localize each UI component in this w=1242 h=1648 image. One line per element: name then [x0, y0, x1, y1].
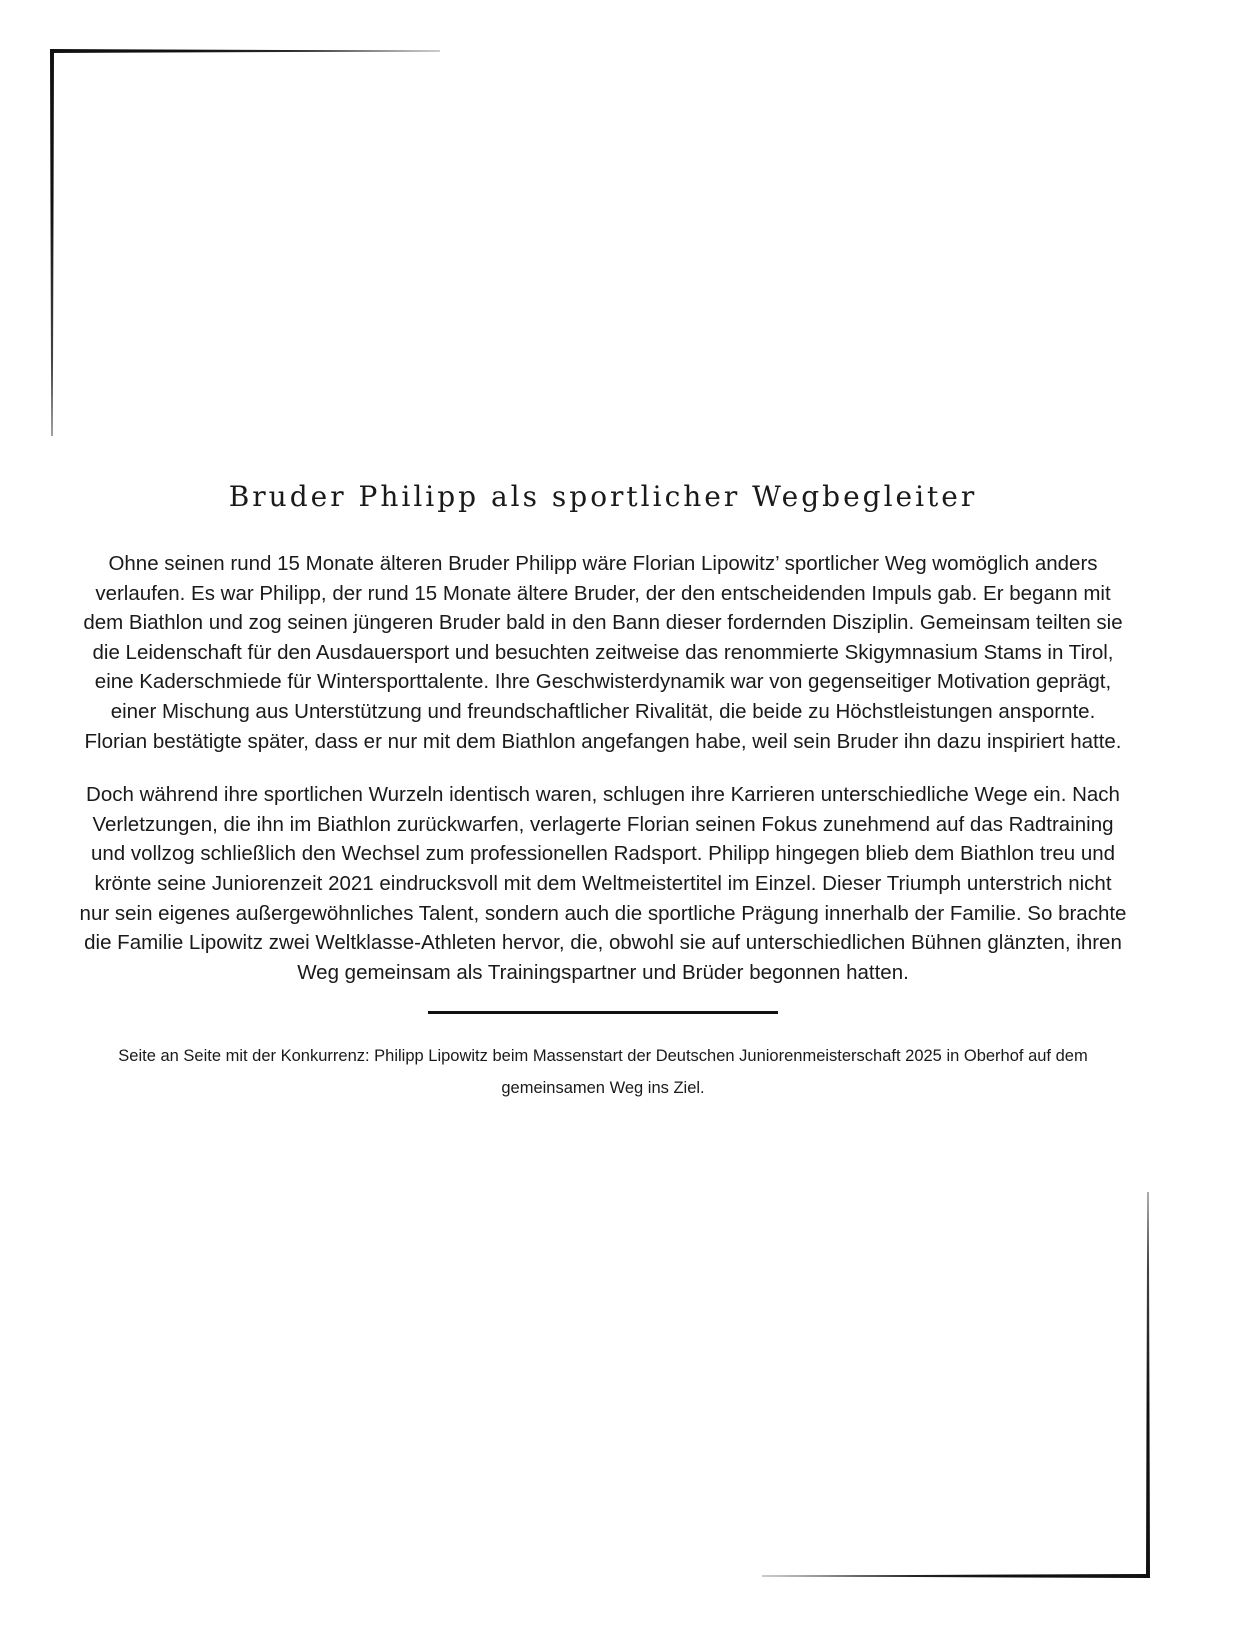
article-paragraph-2: Doch während ihre sportlichen Wurzeln identisch waren, schlugen ihre Karrieren unterschiedliche Wege ein. Nach Verletzungen, die ihn im Biathlon zurückwarfen, verlagerte Florian seinen Fokus zunehmend auf das Radtraining und vollzog schließlich den Wechsel zum professionellen Radsport. Philipp hingegen blieb dem Biathlon treu und krönte seine Juniorenzeit 2021 eindrucksvoll mit dem Weltmeistertitel im Einzel. Dieser Triumph unterstrich nicht nur sein eigenes außergewöhnliches Talent, sondern auch die sportliche Prägung innerhalb der Familie. So brachte die Familie Lipowitz zwei Weltklasse-Athleten hervor, die, obwohl sie auf unterschiedlichen Bühnen glänzten, ihren Weg gemeinsam als Trainingspartner und Brüder begonnen hatten. [79, 783, 1127, 984]
frame-corner-top-left-vertical [50, 49, 54, 436]
article-title: Bruder Philipp als sportlicher Wegbegleiter [228, 480, 978, 513]
caption-divider [428, 1011, 778, 1014]
article-paragraph-1: Ohne seinen rund 15 Monate älteren Bruder Philipp wäre Florian Lipowitz’ sportlicher Weg womöglich anders verlaufen. Es war Philipp, der rund 15 Monate ältere Bruder, der den entscheidenden Impuls gab. Er begann mit dem Biathlon und zog seinen jüngeren Bruder bald in den Bann dieser fordernden Disziplin. Gemeinsam teilten sie die Leidenschaft für den Ausdauersport und besuchten zeitweise das renommierte Skigymnasium Stams in Tirol, eine Kaderschmiede für Wintersporttalente. Ihre Geschwisterdynamik war von gegenseitiger Motivation geprägt, einer Mischung aus Unterstützung und freundschaftlicher Rivalität, die beide zu Höchstleistungen anspornte. Florian bestätigte später, dass er nur mit dem Biathlon angefangen habe, weil sein Bruder ihn dazu inspiriert hatte. [83, 552, 1123, 753]
frame-corner-bottom-right-horizontal [762, 1574, 1150, 1578]
frame-corner-bottom-right-vertical [1146, 1192, 1150, 1578]
photo-caption: Seite an Seite mit der Konkurrenz: Philipp Lipowitz beim Massenstart der Deutschen Juniorenmeisterschaft 2025 in Oberhof auf dem gemeinsamen Weg ins Ziel. [118, 1047, 1088, 1098]
article [78, 480, 1128, 1104]
frame-corner-top-left-horizontal [50, 49, 440, 53]
